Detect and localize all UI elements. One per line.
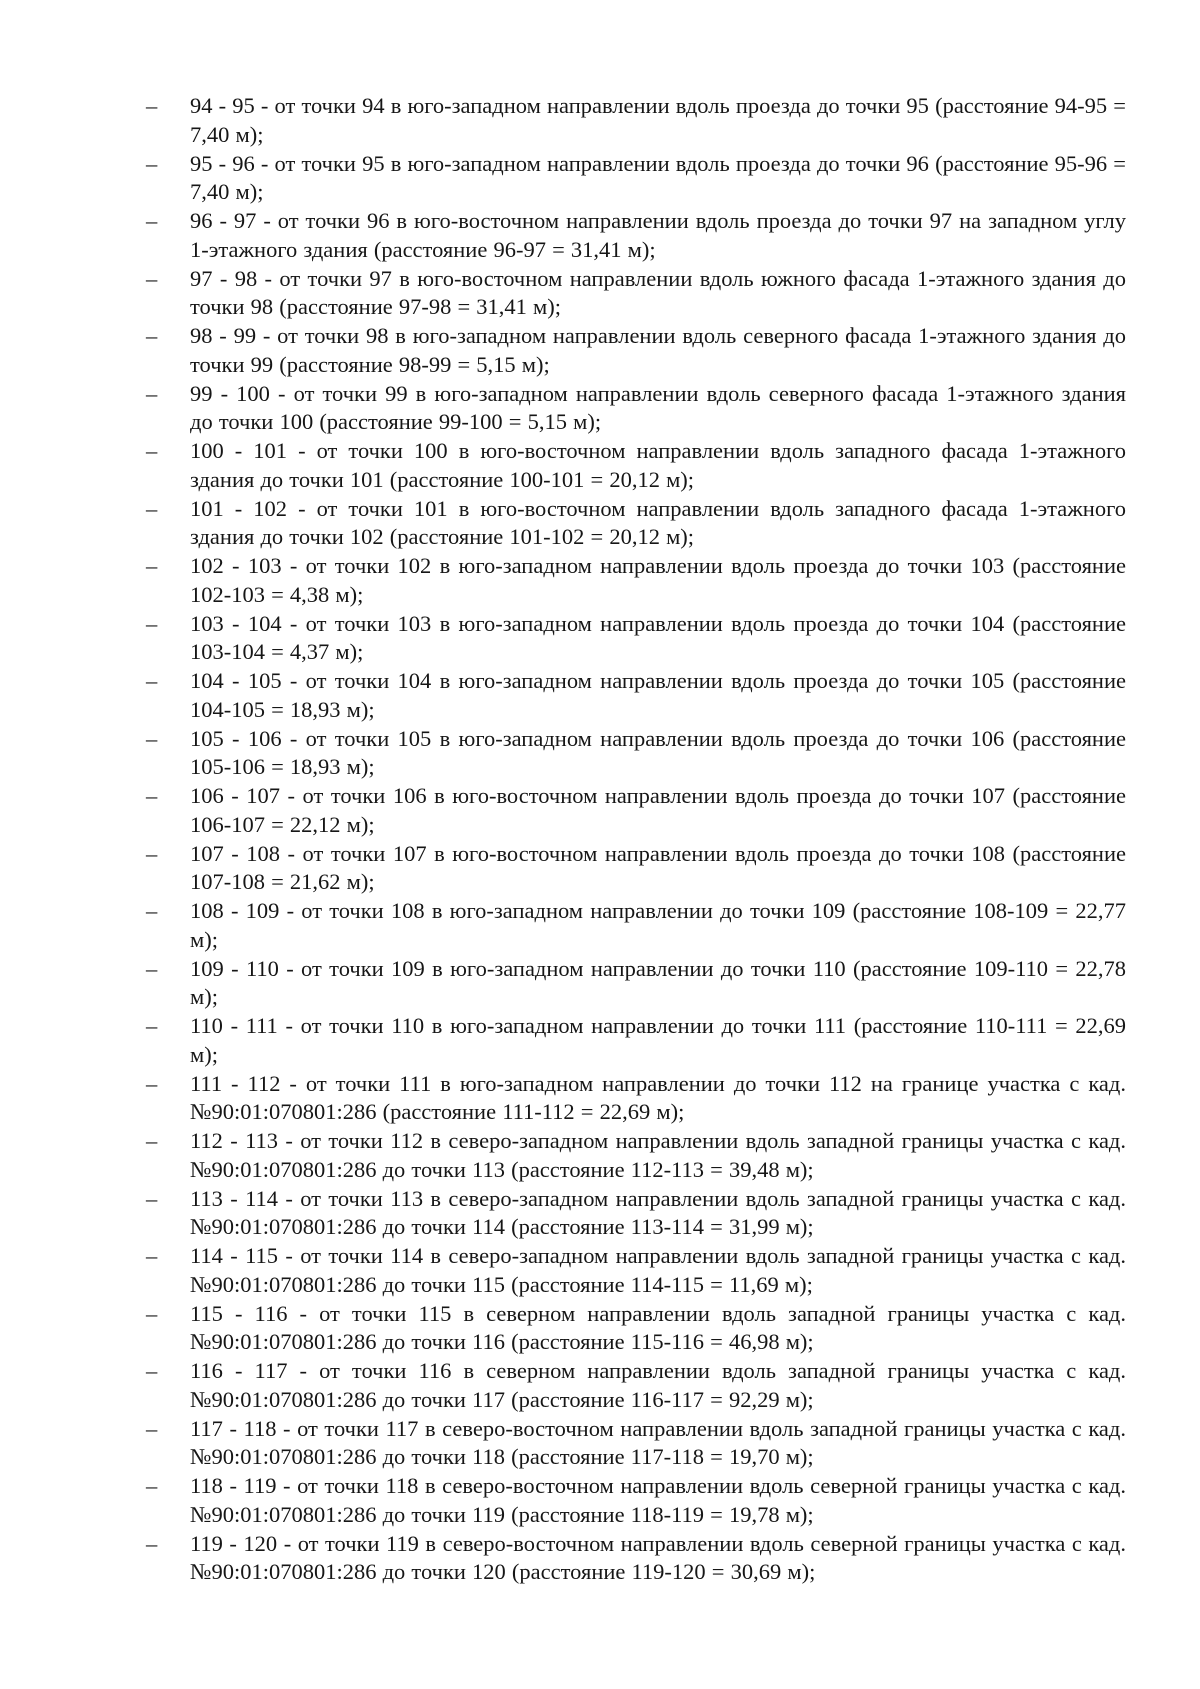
list-dash: –: [146, 1358, 158, 1383]
list-item-text: 98 - 99 - от точки 98 в юго-западном направлении вдоль северного фасада 1-этажного здания до точки 99 (расстояние 98-99 = 5,15 м);: [190, 323, 1126, 377]
list-item-text: 103 - 104 - от точки 103 в юго-западном направлении вдоль проезда до точки 104 (расстояние 103-104 = 4,37 м);: [190, 610, 1126, 665]
list-item: [146, 840, 1126, 898]
list-item: [146, 207, 1126, 265]
list-dash: –: [146, 610, 158, 636]
list-item-text: 102 - 103 - от точки 102 в юго-западном направлении вдоль проезда до точки 103 (расстояние 102-103 = 4,38 м);: [190, 553, 1126, 607]
list-item-text: 95 - 96 - от точки 95 в юго-западном направлении вдоль проезда до точки 96 (расстояние 95-96 = 7,40 м);: [190, 150, 1126, 205]
list-item: [146, 897, 1126, 955]
list-dash: –: [146, 1185, 158, 1211]
list-dash: –: [146, 1013, 158, 1038]
list-item: [146, 495, 1126, 553]
list-dash: –: [146, 380, 158, 406]
list-item-text: 106 - 107 - от точки 106 в юго-восточном направлении вдоль проезда до точки 107 (расстояние 106-107 = 22,12 м);: [190, 783, 1126, 837]
list-dash: –: [146, 495, 158, 521]
list-item: [146, 1185, 1126, 1243]
list-item-text: 110 - 111 - от точки 110 в юго-западном направлении до точки 111 (расстояние 110-111 = 22,69 м);: [190, 1013, 1126, 1067]
list-dash: –: [146, 1243, 158, 1268]
list-item-text: 112 - 113 - от точки 112 в северо-западном направлении вдоль западной границы участка с кад. №90:01:070801:286 до точки 113 (расстояние 112-113 = 39,48 м);: [190, 1128, 1126, 1182]
list-dash: –: [146, 1415, 158, 1441]
list-dash: –: [146, 93, 158, 118]
list-item-text: 97 - 98 - от точки 97 в юго-восточном направлении вдоль южного фасада 1-этажного здания до точки 98 (расстояние 97-98 = 31,41 м);: [190, 265, 1126, 320]
list-item-text: 107 - 108 - от точки 107 в юго-восточном направлении вдоль проезда до точки 108 (расстояние 107-108 = 21,62 м);: [190, 840, 1126, 895]
list-item: [146, 610, 1126, 668]
list-item-text: 119 - 120 - от точки 119 в северо-восточном направлении вдоль северной границы участка с кад. №90:01:070801:286 до точки 120 (расстояние 119-120 = 30,69 м);: [190, 1530, 1126, 1585]
list-item: [146, 380, 1126, 438]
list-dash: –: [146, 553, 158, 578]
list-dash: –: [146, 668, 158, 693]
list-item: [146, 92, 1126, 150]
list-item: [146, 782, 1126, 840]
list-item-text: 105 - 106 - от точки 105 в юго-западном направлении вдоль проезда до точки 106 (расстояние 105-106 = 18,93 м);: [190, 725, 1126, 780]
list-item: [146, 265, 1126, 323]
list-item-text: 99 - 100 - от точки 99 в юго-западном направлении вдоль северного фасада 1-этажного здания до точки 100 (расстояние 99-100 = 5,15 м);: [190, 380, 1126, 435]
list-item: [146, 1472, 1126, 1530]
list-item: [146, 725, 1126, 783]
list-item: [146, 1012, 1126, 1070]
list-item: [146, 955, 1126, 1013]
list-item: [146, 1415, 1126, 1473]
list-item: [146, 322, 1126, 380]
list-item: [146, 1530, 1126, 1588]
list-item-text: 109 - 110 - от точки 109 в юго-западном направлении до точки 110 (расстояние 109-110 = 22,78 м);: [190, 955, 1126, 1010]
list-item-text: 115 - 116 - от точки 115 в северном направлении вдоль западной границы участка с кад. №90:01:070801:286 до точки 116 (расстояние 115-116 = 46,98 м);: [190, 1300, 1126, 1355]
list-dash: –: [146, 323, 158, 348]
list-item-text: 118 - 119 - от точки 118 в северо-восточном направлении вдоль северной границы участка с кад. №90:01:070801:286 до точки 119 (расстояние 118-119 = 19,78 м);: [190, 1473, 1126, 1527]
list-item: [146, 1300, 1126, 1358]
list-dash: –: [146, 1128, 158, 1153]
list-item-text: 117 - 118 - от точки 117 в северо-восточном направлении вдоль западной границы участка с кад. №90:01:070801:286 до точки 118 (расстояние 117-118 = 19,70 м);: [190, 1415, 1126, 1470]
list-item: [146, 1127, 1126, 1185]
list-item: [146, 667, 1126, 725]
list-item-text: 114 - 115 - от точки 114 в северо-западном направлении вдоль западной границы участка с кад. №90:01:070801:286 до точки 115 (расстояние 114-115 = 11,69 м);: [190, 1243, 1126, 1297]
list-item-text: 116 - 117 - от точки 116 в северном направлении вдоль западной границы участка с кад. №90:01:070801:286 до точки 117 (расстояние 116-117 = 92,29 м);: [190, 1358, 1126, 1412]
list-item: [146, 1357, 1126, 1415]
list-dash: –: [146, 1530, 158, 1556]
list-dash: –: [146, 150, 158, 176]
list-item-text: 111 - 112 - от точки 111 в юго-западном направлении до точки 112 на границе участка с кад. №90:01:070801:286 (расстояние 111-112 = 22,69 м);: [190, 1070, 1126, 1125]
list-item: [146, 150, 1126, 208]
list-item: [146, 1242, 1126, 1300]
list-item-text: 96 - 97 - от точки 96 в юго-восточном направлении вдоль проезда до точки 97 на западном углу 1-этажного здания (расстояние 96-97 = 31,41 м);: [190, 208, 1126, 262]
list-item-text: 94 - 95 - от точки 94 в юго-западном направлении вдоль проезда до точки 95 (расстояние 94-95 = 7,40 м);: [190, 93, 1126, 147]
list-item: [146, 437, 1126, 495]
list-dash: –: [146, 438, 158, 463]
list-item-text: 113 - 114 - от точки 113 в северо-западном направлении вдоль западной границы участка с кад. №90:01:070801:286 до точки 114 (расстояние 113-114 = 31,99 м);: [190, 1185, 1126, 1240]
list-item-text: 108 - 109 - от точки 108 в юго-западном направлении до точки 109 (расстояние 108-109 = 22,77 м);: [190, 898, 1126, 952]
list-dash: –: [146, 783, 158, 808]
list-dash: –: [146, 725, 158, 751]
list-item: [146, 552, 1126, 610]
list-item-text: 104 - 105 - от точки 104 в юго-западном направлении вдоль проезда до точки 105 (расстояние 104-105 = 18,93 м);: [190, 668, 1126, 722]
list-dash: –: [146, 1070, 158, 1096]
list-dash: –: [146, 265, 158, 291]
list-dash: –: [146, 1473, 158, 1498]
list-dash: –: [146, 1300, 158, 1326]
boundary-description-list: [146, 92, 1126, 1587]
list-dash: –: [146, 898, 158, 923]
list-dash: –: [146, 840, 158, 866]
list-dash: –: [146, 955, 158, 981]
list-item-text: 101 - 102 - от точки 101 в юго-восточном направлении вдоль западного фасада 1-этажного здания до точки 102 (расстояние 101-102 = 20,12 м);: [190, 495, 1126, 550]
list-dash: –: [146, 208, 158, 233]
list-item: [146, 1070, 1126, 1128]
list-item-text: 100 - 101 - от точки 100 в юго-восточном направлении вдоль западного фасада 1-этажного здания до точки 101 (расстояние 100-101 = 20,12 м);: [190, 438, 1126, 492]
